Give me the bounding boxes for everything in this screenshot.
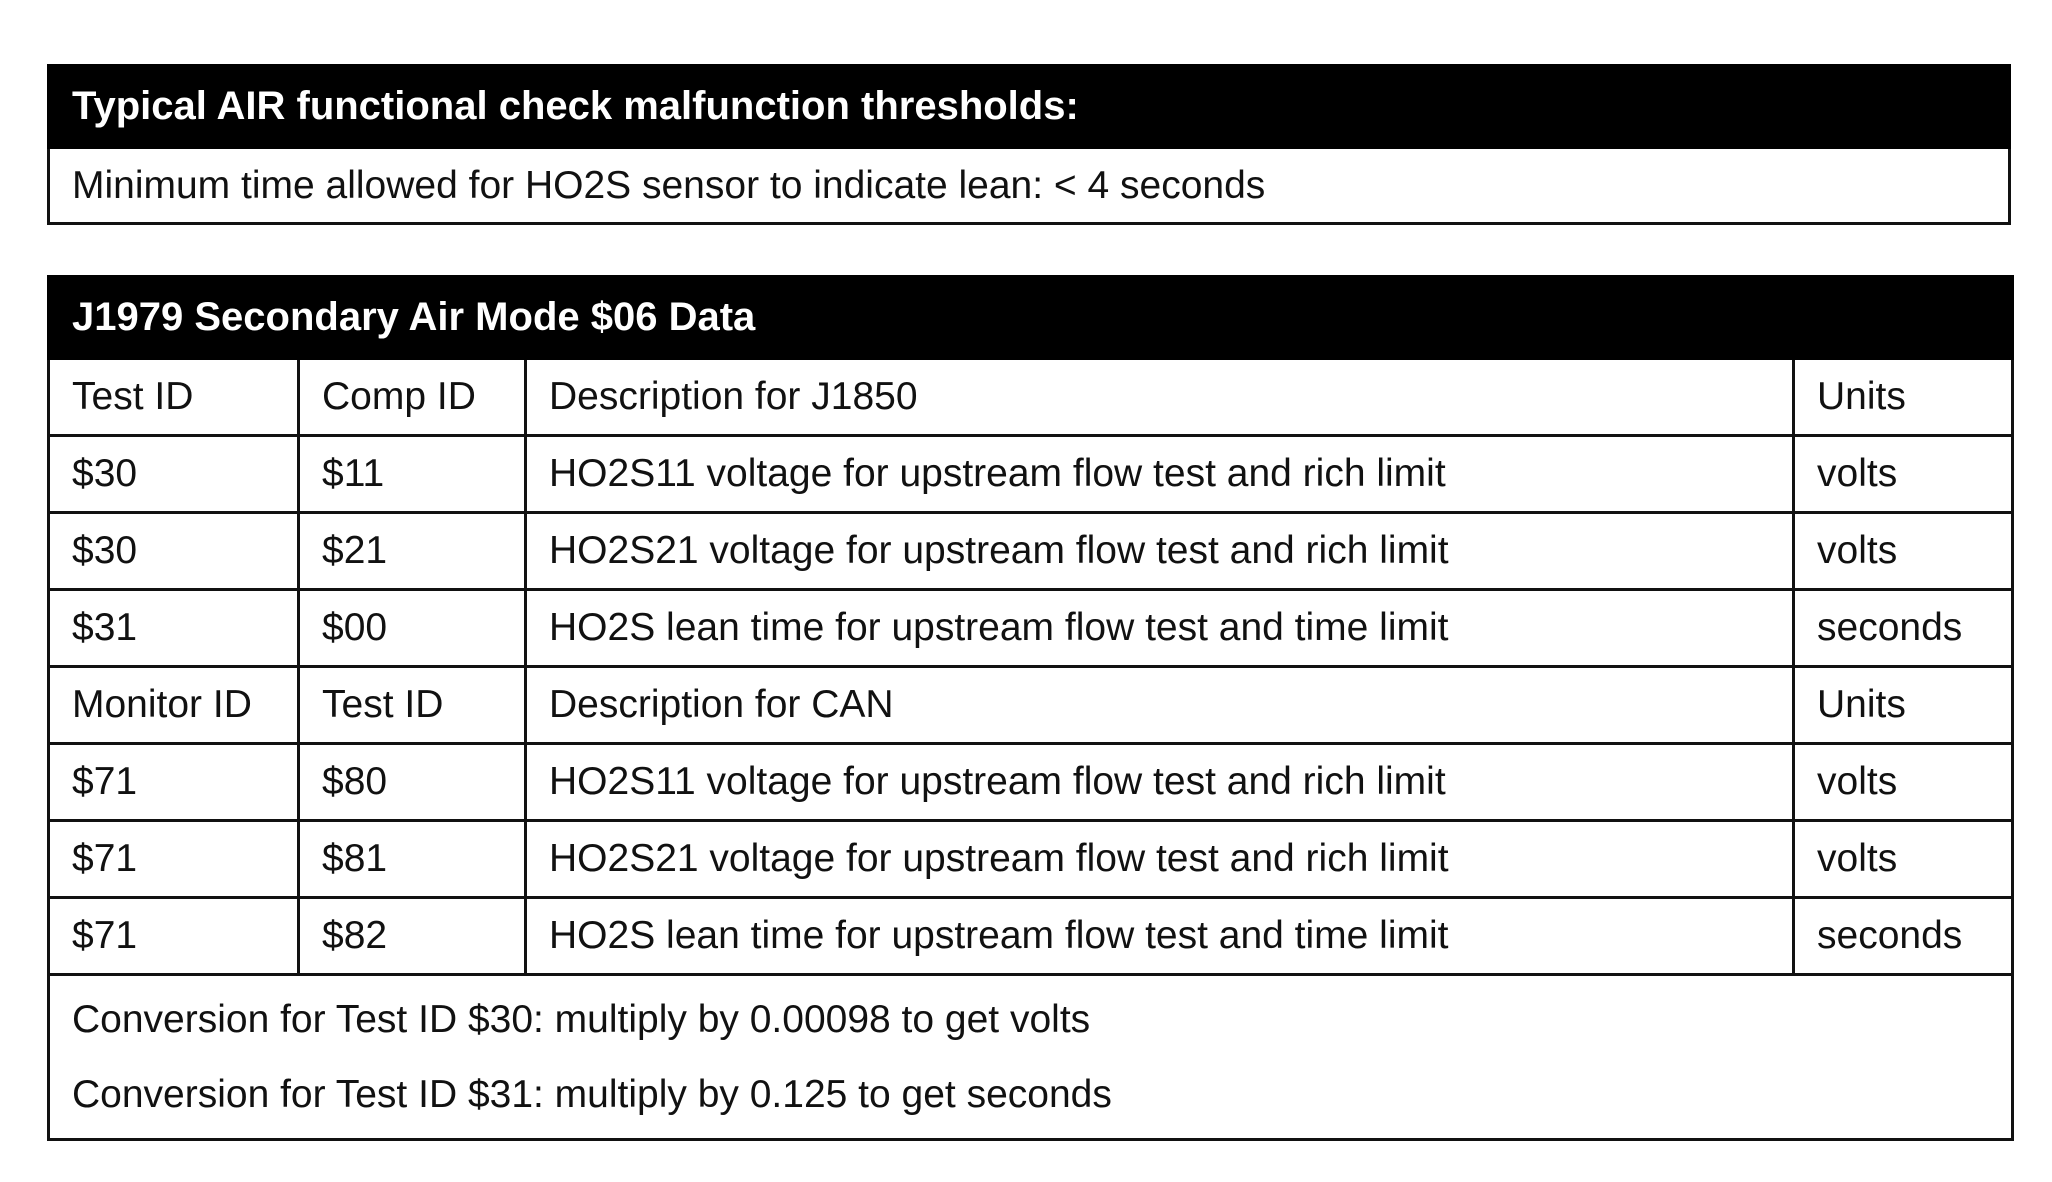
comp-id-cell: $00 <box>299 590 526 667</box>
monitor-id-cell: $71 <box>49 898 299 975</box>
description-cell: HO2S lean time for upstream flow test and time limit <box>526 590 1794 667</box>
test-id-cell: $82 <box>299 898 526 975</box>
test-id-cell: $30 <box>49 513 299 590</box>
column-header: Description for CAN <box>526 667 1794 744</box>
units-cell: volts <box>1794 513 2013 590</box>
mode06-header-row <box>49 277 2013 359</box>
column-header: Monitor ID <box>49 667 299 744</box>
test-id-cell: $31 <box>49 590 299 667</box>
column-header: Test ID <box>299 667 526 744</box>
threshold-row <box>49 148 2010 224</box>
description-cell: HO2S11 voltage for upstream flow test and rich limit <box>526 436 1794 513</box>
column-header: Units <box>1794 359 2013 436</box>
comp-id-cell: $11 <box>299 436 526 513</box>
conversion-notes <box>49 975 2013 1140</box>
threshold-text: Minimum time allowed for HO2S sensor to indicate lean: < 4 seconds <box>49 148 2010 224</box>
mode06-table <box>47 275 2014 1141</box>
column-header: Description for J1850 <box>526 359 1794 436</box>
column-header: Test ID <box>49 359 299 436</box>
table-row <box>49 744 2013 821</box>
description-cell: HO2S11 voltage for upstream flow test and rich limit <box>526 744 1794 821</box>
description-cell: HO2S lean time for upstream flow test and time limit <box>526 898 1794 975</box>
test-id-cell: $30 <box>49 436 299 513</box>
description-cell: HO2S21 voltage for upstream flow test and rich limit <box>526 821 1794 898</box>
description-cell: HO2S21 voltage for upstream flow test and rich limit <box>526 513 1794 590</box>
threshold-title: Typical AIR functional check malfunction thresholds: <box>49 66 2010 148</box>
column-header: Comp ID <box>299 359 526 436</box>
monitor-id-cell: $71 <box>49 744 299 821</box>
comp-id-cell: $21 <box>299 513 526 590</box>
column-header: Units <box>1794 667 2013 744</box>
table-row <box>49 436 2013 513</box>
units-cell: volts <box>1794 821 2013 898</box>
notes-row <box>49 975 2013 1140</box>
monitor-id-cell: $71 <box>49 821 299 898</box>
table-row <box>49 590 2013 667</box>
threshold-header-row <box>49 66 2010 148</box>
units-cell: seconds <box>1794 898 2013 975</box>
threshold-table <box>47 64 2011 225</box>
conversion-note-30: Conversion for Test ID $30: multiply by 0.00098 to get volts <box>72 998 1091 1041</box>
conversion-note-31: Conversion for Test ID $31: multiply by 0.125 to get seconds <box>72 1073 1112 1116</box>
units-cell: volts <box>1794 744 2013 821</box>
table-row <box>49 898 2013 975</box>
table-row-can-header <box>49 667 2013 744</box>
mode06-title: J1979 Secondary Air Mode $06 Data <box>49 277 2013 359</box>
test-id-cell: $80 <box>299 744 526 821</box>
units-cell: volts <box>1794 436 2013 513</box>
table-row <box>49 821 2013 898</box>
test-id-cell: $81 <box>299 821 526 898</box>
units-cell: seconds <box>1794 590 2013 667</box>
table-row-j1850-header <box>49 359 2013 436</box>
table-row <box>49 513 2013 590</box>
